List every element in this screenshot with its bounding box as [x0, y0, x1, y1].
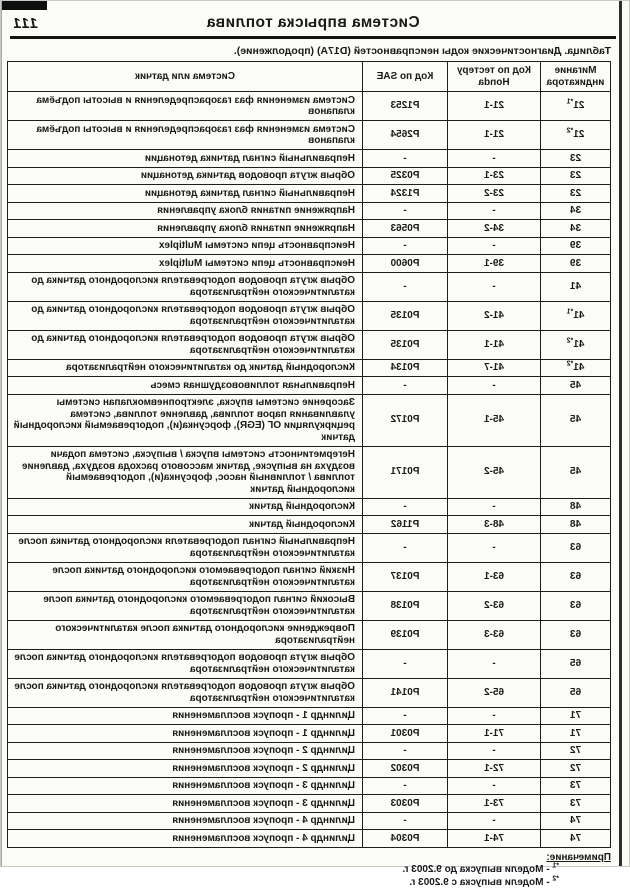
cell-system-or-sensor: Кислородный датчик до каталитического нейтрализатора	[8, 359, 363, 377]
cell-system-or-sensor: Кислородный датчик	[8, 498, 363, 516]
cell-system-or-sensor: Система изменения фаз газораспределения и высоты подъёма клапанов	[8, 121, 363, 150]
cell-sae-code: P0138	[363, 591, 448, 620]
cell-sae-code: P1324	[363, 185, 448, 203]
cell-system-or-sensor: Обрыв жгута проводов подогревателя кислородного датчика до каталитического нейтрализатора	[8, 301, 363, 330]
footnote-text: - Модели выпуска с 9.2003 г.	[409, 876, 550, 888]
cell-honda-tester-code: -	[448, 533, 541, 562]
cell-indicator-blink: 48	[541, 498, 611, 516]
cell-sae-code: P0303	[363, 795, 448, 813]
cell-honda-tester-code: -	[448, 237, 541, 255]
cell-indicator-blink: 48	[541, 516, 611, 534]
page-content	[7, 45, 611, 889]
cell-indicator-blink: 63	[541, 620, 611, 649]
cell-honda-tester-code: 63-3	[448, 620, 541, 649]
code-table-body	[8, 92, 611, 848]
cell-honda-tester-code: 23-1	[448, 167, 541, 185]
cell-system-or-sensor: Система изменения фаз газораспределения и высоты подъёма клапанов	[8, 92, 363, 121]
cell-indicator-blink: 41$^{*2}$	[541, 330, 611, 359]
cell-honda-tester-code: 41-7	[448, 359, 541, 377]
cell-sae-code: P0304	[363, 830, 448, 848]
cell-indicator-blink: 65	[541, 649, 611, 678]
cell-honda-tester-code: -	[448, 377, 541, 395]
cell-sae-code: P0134	[363, 359, 448, 377]
cell-honda-tester-code: -	[448, 498, 541, 516]
cell-indicator-blink: 73	[541, 777, 611, 795]
column-header-indicator: Мигание индикатора	[541, 62, 611, 92]
cell-system-or-sensor: Цилиндр 2 - пропуск воспламенения	[8, 742, 363, 760]
cell-indicator-blink: 74	[541, 830, 611, 848]
cell-honda-tester-code: 34-2	[448, 220, 541, 238]
cell-system-or-sensor: Цилиндр 2 - пропуск воспламенения	[8, 760, 363, 778]
footnote-item	[7, 863, 559, 876]
cell-system-or-sensor: Неправильный сигнал датчика детонации	[8, 150, 363, 168]
cell-indicator-blink: 41$^{*2}$	[541, 359, 611, 377]
table-row	[8, 220, 611, 238]
cell-sae-code: -	[363, 812, 448, 830]
cell-sae-code: P1253	[363, 92, 448, 121]
scan-edge-thin-line	[1, 1, 2, 866]
cell-sae-code: -	[363, 742, 448, 760]
cell-sae-code: P0137	[363, 562, 448, 591]
cell-sae-code: -	[363, 150, 448, 168]
cell-honda-tester-code: -	[448, 202, 541, 220]
table-row	[8, 150, 611, 168]
cell-indicator-blink: 21$^{*2}$	[541, 121, 611, 150]
footnote-label: Примечание:	[546, 851, 611, 863]
cell-system-or-sensor: Цилиндр 3 - пропуск воспламенения	[8, 795, 363, 813]
table-row	[8, 777, 611, 795]
table-row	[8, 272, 611, 301]
table-header-row	[8, 62, 611, 92]
table-row	[8, 649, 611, 678]
cell-sae-code: P0325	[363, 167, 448, 185]
cell-honda-tester-code: 63-1	[448, 562, 541, 591]
cell-honda-tester-code: 45-2	[448, 446, 541, 498]
cell-sae-code: -	[363, 272, 448, 301]
cell-system-or-sensor: Неисправность цепи системы Multiplex	[8, 237, 363, 255]
cell-honda-tester-code: 48-3	[448, 516, 541, 534]
cell-honda-tester-code: -	[448, 742, 541, 760]
cell-sae-code: P0563	[363, 220, 448, 238]
cell-sae-code: -	[363, 237, 448, 255]
table-row	[8, 742, 611, 760]
table-row	[8, 562, 611, 591]
cell-sae-code: -	[363, 707, 448, 725]
cell-indicator-blink: 45	[541, 394, 611, 446]
cell-honda-tester-code: 63-2	[448, 591, 541, 620]
table-caption: Таблица. Диагностические коды неисправностей (D17A) (продолжение).	[233, 45, 611, 57]
cell-sae-code: P0600	[363, 255, 448, 273]
cell-system-or-sensor: Цилиндр 1 - пропуск воспламенения	[8, 707, 363, 725]
cell-indicator-blink: 23	[541, 185, 611, 203]
cell-system-or-sensor: Напряжение питания блока управления	[8, 202, 363, 220]
cell-sae-code: P0139	[363, 620, 448, 649]
page-number: 111	[12, 15, 38, 32]
cell-indicator-blink: 63	[541, 591, 611, 620]
table-row	[8, 725, 611, 743]
cell-indicator-blink: 71	[541, 707, 611, 725]
cell-sae-code: -	[363, 649, 448, 678]
cell-indicator-blink: 23	[541, 150, 611, 168]
cell-system-or-sensor: Неправильный сигнал подогревателя кислородного датчика после каталитического нейтрализатора	[8, 533, 363, 562]
cell-system-or-sensor: Обрыв жгута проводов подогревателя кислородного датчика после каталитического нейтрализатора	[8, 649, 363, 678]
footnote-block	[7, 852, 611, 889]
cell-honda-tester-code: 39-1	[448, 255, 541, 273]
cell-indicator-blink: 21$^{*1}$	[541, 92, 611, 121]
cell-indicator-blink: 45	[541, 377, 611, 395]
cell-honda-tester-code: -	[448, 777, 541, 795]
cell-indicator-blink: 34	[541, 202, 611, 220]
cell-sae-code: -	[363, 202, 448, 220]
diagnostic-codes-table	[7, 61, 611, 848]
table-row	[8, 301, 611, 330]
footnote-item	[7, 876, 559, 889]
page-title: Система впрыска топлива	[206, 14, 420, 31]
table-row	[8, 620, 611, 649]
table-row	[8, 237, 611, 255]
footnote-marker: *2	[552, 875, 559, 883]
cell-sae-code: P0172	[363, 394, 448, 446]
cell-indicator-blink: 73	[541, 795, 611, 813]
cell-indicator-blink: 34	[541, 220, 611, 238]
cell-system-or-sensor: Цилиндр 3 - пропуск воспламенения	[8, 777, 363, 795]
table-row	[8, 795, 611, 813]
table-row	[8, 812, 611, 830]
cell-honda-tester-code: -	[448, 649, 541, 678]
cell-system-or-sensor: Неисправность цепи системы Multiplex	[8, 255, 363, 273]
cell-system-or-sensor: Негерметичность системы впуска / выпуска, система подачи воздуха на выпуске, датчик массового расхода воздуха, давление топлива / топливный насос, форсунка(и), подогреваемый кислородный датчик	[8, 446, 363, 498]
cell-sae-code: P0141	[363, 678, 448, 707]
cell-sae-code: P0302	[363, 760, 448, 778]
cell-honda-tester-code: 73-1	[448, 795, 541, 813]
table-row	[8, 359, 611, 377]
cell-indicator-blink: 65	[541, 678, 611, 707]
cell-system-or-sensor: Обрыв жгута проводов датчика детонации	[8, 167, 363, 185]
cell-honda-tester-code: 41-2	[448, 301, 541, 330]
header-divider	[10, 36, 616, 39]
cell-honda-tester-code: 65-2	[448, 678, 541, 707]
cell-sae-code: -	[363, 377, 448, 395]
scan-edge-line	[619, 1, 622, 866]
page-header	[10, 14, 616, 36]
cell-indicator-blink: 45	[541, 446, 611, 498]
table-row	[8, 330, 611, 359]
table-row	[8, 255, 611, 273]
cell-system-or-sensor: Высокий сигнал подогреваемого кислородного датчика после каталитического нейтрализатора	[8, 591, 363, 620]
cell-sae-code: P2654	[363, 121, 448, 150]
cell-system-or-sensor: Цилиндр 4 - пропуск воспламенения	[8, 830, 363, 848]
column-header-sae-code: Код по SAE	[363, 62, 448, 92]
cell-honda-tester-code: -	[448, 707, 541, 725]
cell-indicator-blink: 72	[541, 742, 611, 760]
table-row	[8, 92, 611, 121]
cell-honda-tester-code: -	[448, 150, 541, 168]
table-row	[8, 591, 611, 620]
cell-system-or-sensor: Цилиндр 4 - пропуск воспламенения	[8, 812, 363, 830]
cell-indicator-blink: 41	[541, 272, 611, 301]
cell-indicator-blink: 39	[541, 255, 611, 273]
footnote-text: - Модели выпуска до 9.2003 г.	[402, 863, 550, 875]
cell-honda-tester-code: 21-1	[448, 92, 541, 121]
scan-corner-mark	[1, 1, 47, 10]
cell-sae-code: P0171	[363, 446, 448, 498]
table-row	[8, 377, 611, 395]
cell-system-or-sensor: Напряжение питания блока управления	[8, 220, 363, 238]
cell-sae-code: -	[363, 498, 448, 516]
cell-honda-tester-code: 41-1	[448, 330, 541, 359]
cell-system-or-sensor: Кислородный датчик	[8, 516, 363, 534]
cell-honda-tester-code: 23-2	[448, 185, 541, 203]
table-row	[8, 830, 611, 848]
cell-system-or-sensor: Неправильная топливовоздушная смесь	[8, 377, 363, 395]
cell-indicator-blink: 72	[541, 760, 611, 778]
cell-honda-tester-code: 72-1	[448, 760, 541, 778]
cell-sae-code: P0135	[363, 301, 448, 330]
cell-sae-code: P0301	[363, 725, 448, 743]
cell-indicator-blink: 41$^{*1}$	[541, 301, 611, 330]
cell-indicator-blink: 63	[541, 533, 611, 562]
table-row	[8, 394, 611, 446]
cell-sae-code: P1162	[363, 516, 448, 534]
cell-sae-code: P0135	[363, 330, 448, 359]
table-row	[8, 202, 611, 220]
column-header-system: Система или датчик	[8, 62, 363, 92]
table-row	[8, 707, 611, 725]
cell-honda-tester-code: 71-1	[448, 725, 541, 743]
cell-system-or-sensor: Повреждение кислородного датчика после каталитического нейтрализатора	[8, 620, 363, 649]
table-row	[8, 446, 611, 498]
table-row	[8, 185, 611, 203]
cell-system-or-sensor: Обрыв жгута проводов подогревателя кислородного датчика до каталитического нейтрализатора	[8, 330, 363, 359]
cell-honda-tester-code: 21-1	[448, 121, 541, 150]
cell-system-or-sensor: Засорение системы впуска, электропневмоклапан системы улавливания паров топлива, давление топлива, система рециркуляции ОГ (EGR), форсунка(и), подогреваемый кислородный датчик	[8, 394, 363, 446]
table-row	[8, 533, 611, 562]
table-row	[8, 121, 611, 150]
table-row	[8, 516, 611, 534]
cell-indicator-blink: 39	[541, 237, 611, 255]
cell-sae-code: -	[363, 533, 448, 562]
cell-honda-tester-code: 45-1	[448, 394, 541, 446]
footnote-marker: *1	[552, 862, 559, 870]
table-row	[8, 760, 611, 778]
cell-indicator-blink: 23	[541, 167, 611, 185]
cell-system-or-sensor: Цилиндр 1 - пропуск воспламенения	[8, 725, 363, 743]
cell-system-or-sensor: Неправильный сигнал датчика детонации	[8, 185, 363, 203]
cell-honda-tester-code: 74-1	[448, 830, 541, 848]
column-header-honda-code: Код по тестеру Honda	[448, 62, 541, 92]
table-row	[8, 498, 611, 516]
cell-system-or-sensor: Низкий сигнал подогреваемого кислородного датчика после каталитического нейтрализатора	[8, 562, 363, 591]
cell-sae-code: -	[363, 777, 448, 795]
cell-indicator-blink: 74	[541, 812, 611, 830]
cell-indicator-blink: 71	[541, 725, 611, 743]
cell-system-or-sensor: Обрыв жгута проводов подогревателя кислородного датчика после каталитического нейтрализатора	[8, 678, 363, 707]
cell-system-or-sensor: Обрыв жгута проводов подогревателя кислородного датчика до каталитического нейтрализатора	[8, 272, 363, 301]
cell-honda-tester-code: -	[448, 812, 541, 830]
cell-indicator-blink: 63	[541, 562, 611, 591]
table-row	[8, 167, 611, 185]
cell-honda-tester-code: -	[448, 272, 541, 301]
table-row	[8, 678, 611, 707]
